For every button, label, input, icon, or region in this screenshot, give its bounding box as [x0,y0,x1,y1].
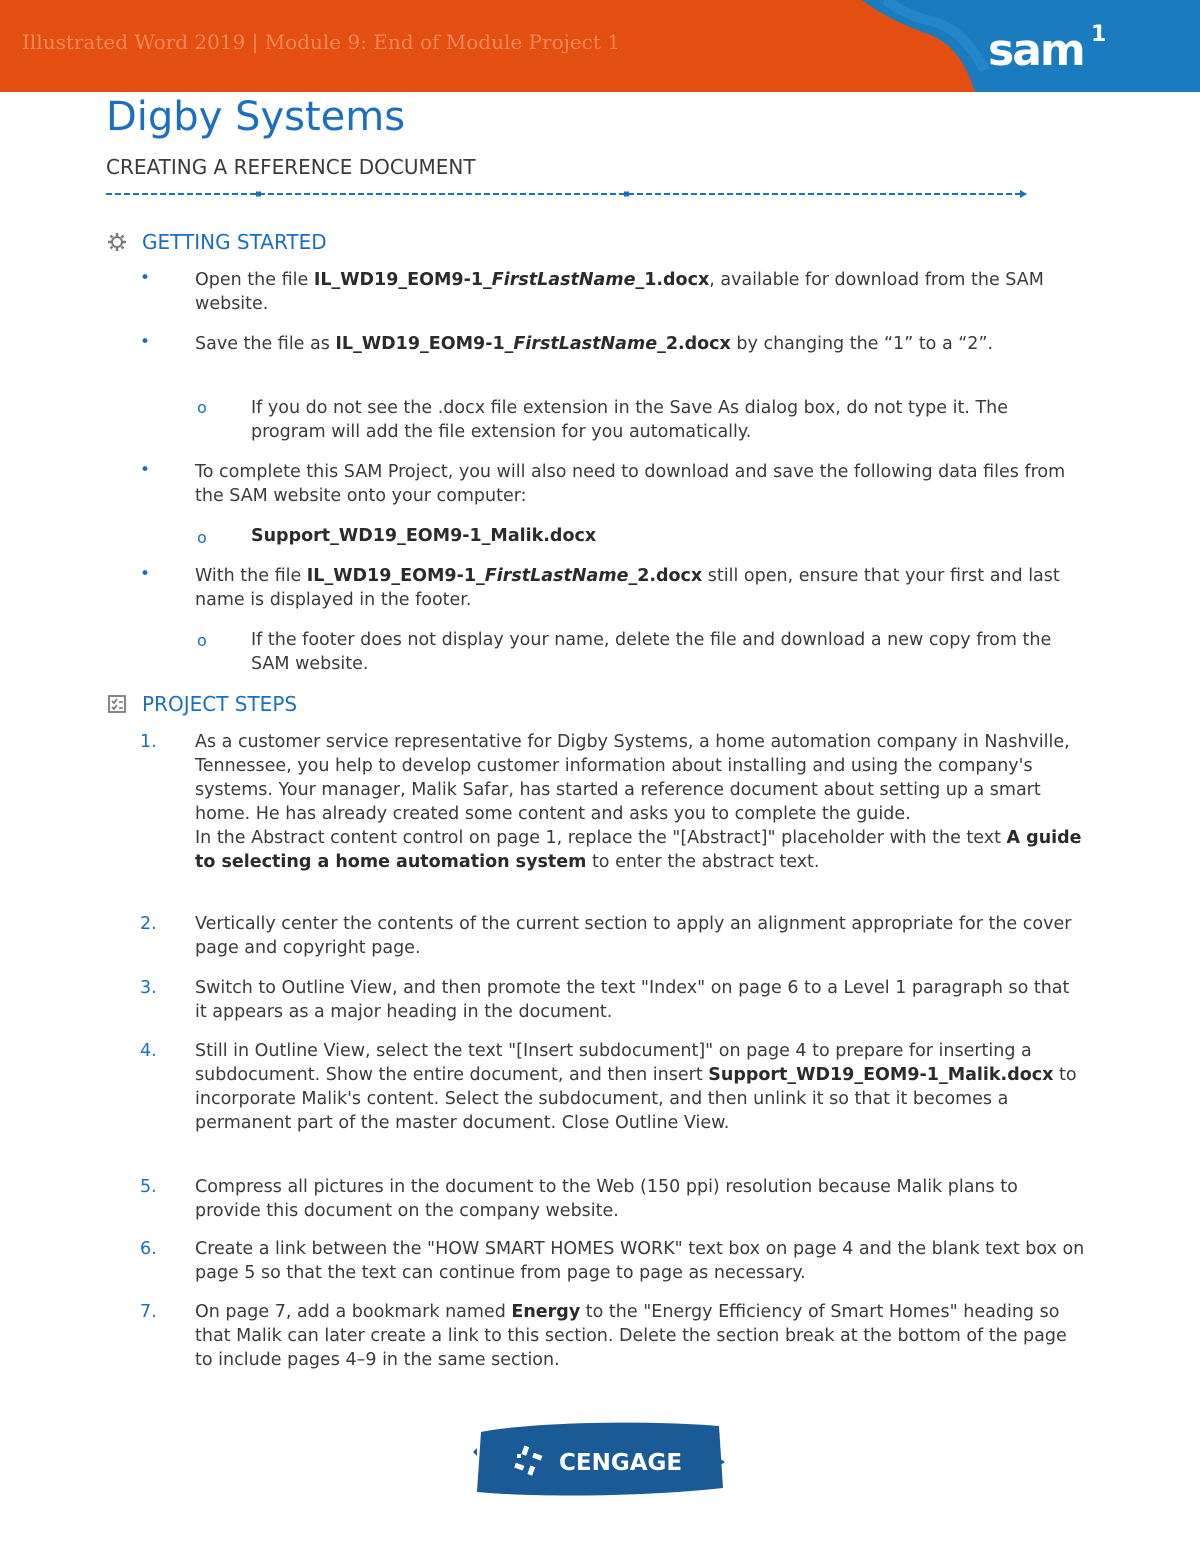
gear-icon [106,231,128,253]
checklist-icon [106,693,128,715]
getting-started-item-4: With the file IL_WD19_EOM9-1_FirstLastName_2.docx still open, ensure that your first and last name is displayed in the footer. [195,566,1060,610]
project-step-5: Compress all pictures in the document to the Web (150 ppi) resolution because Malik plans to provide this document on the company website. [195,1177,1018,1221]
project-step-4: Still in Outline View, select the text "[Insert subdocument]" on page 4 to prepare for inserting a subdocument. Show the entire document, and then insert Support_WD19_EOM9-1_Malik.docx to incorporate Malik's content. Select the subdocument, and then unlink it so that it becomes a permanent part of the master document. Close Outline View. [195,1041,1077,1133]
bullet-marker: • [140,268,151,288]
project-steps-heading [106,692,297,716]
sub-bullet-marker: o [197,631,207,650]
bullet-marker: • [140,460,151,480]
project-step-1: As a customer service representative for Digby Systems, a home automation company in Nashville, Tennessee, you help to develop customer information about installing and using the company's systems. Your manager, Malik Safar, has started a reference document about setting up a smart home. He has already created some content and asks you to complete the guide. In the Abstract content control on page 1, replace the "[Abstract]" placeholder with the text A guide to selecting a home automation system to enter the abstract text. [195,732,1082,872]
sub-bullet-marker: o [197,528,207,547]
step-number: 2. [140,914,157,934]
cengage-wordmark: CENGAGE [559,1450,683,1476]
getting-started-item-1: Open the file IL_WD19_EOM9-1_FirstLastName_1.docx, available for download from the SAM website. [195,270,1044,314]
getting-started-item-3-file: Support_WD19_EOM9-1_Malik.docx [251,526,597,546]
project-step-6: Create a link between the "HOW SMART HOMES WORK" text box on page 4 and the blank text box on page 5 so that the text can continue from page to page as necessary. [195,1239,1085,1283]
document-title: Digby Systems [106,94,406,140]
getting-started-heading [106,230,327,254]
getting-started-item-4-note: If the footer does not display your name, delete the file and download a new copy from the SAM website. [251,630,1052,674]
step-number: 6. [140,1239,157,1259]
document-subtitle: CREATING A REFERENCE DOCUMENT [106,155,476,179]
getting-started-item-3: To complete this SAM Project, you will also need to download and save the following data files from the SAM website onto your computer: [195,462,1066,506]
bullet-marker: • [140,332,151,352]
getting-started-title: GETTING STARTED [142,230,327,254]
project-step-2: Vertically center the contents of the current section to apply an alignment appropriate for the cover page and copyright page. [195,914,1072,958]
cengage-logo [473,1418,725,1500]
project-steps-title: PROJECT STEPS [142,692,298,716]
project-step-3: Switch to Outline View, and then promote the text "Index" on page 6 to a Level 1 paragraph so that it appears as a major heading in the document. [195,978,1070,1022]
project-step-7: On page 7, add a bookmark named Energy to the "Energy Efficiency of Smart Homes" heading so that Malik can later create a link to this section. Delete the section break at the bottom of the page to include pages 4–9 in the same section. [195,1302,1067,1370]
step-number: 5. [140,1177,157,1197]
step-number: 4. [140,1041,157,1061]
dashed-divider [106,188,1031,200]
step-number: 3. [140,978,157,998]
getting-started-item-2: Save the file as IL_WD19_EOM9-1_FirstLastName_2.docx by changing the “1” to a “2”. [195,334,994,354]
step-number: 1. [140,732,157,752]
sub-bullet-marker: o [197,398,207,417]
getting-started-item-2-note: If you do not see the .docx file extension in the Save As dialog box, do not type it. The program will add the file extension for you automatically. [251,398,1009,442]
sam-logo-superscript: 1 [1091,22,1107,47]
bullet-marker: • [140,564,151,584]
step-number: 7. [140,1302,157,1322]
header-banner [0,0,1200,92]
sam-logo: sam [988,25,1084,76]
module-title: Illustrated Word 2019 | Module 9: End of Module Project 1 [22,30,620,54]
